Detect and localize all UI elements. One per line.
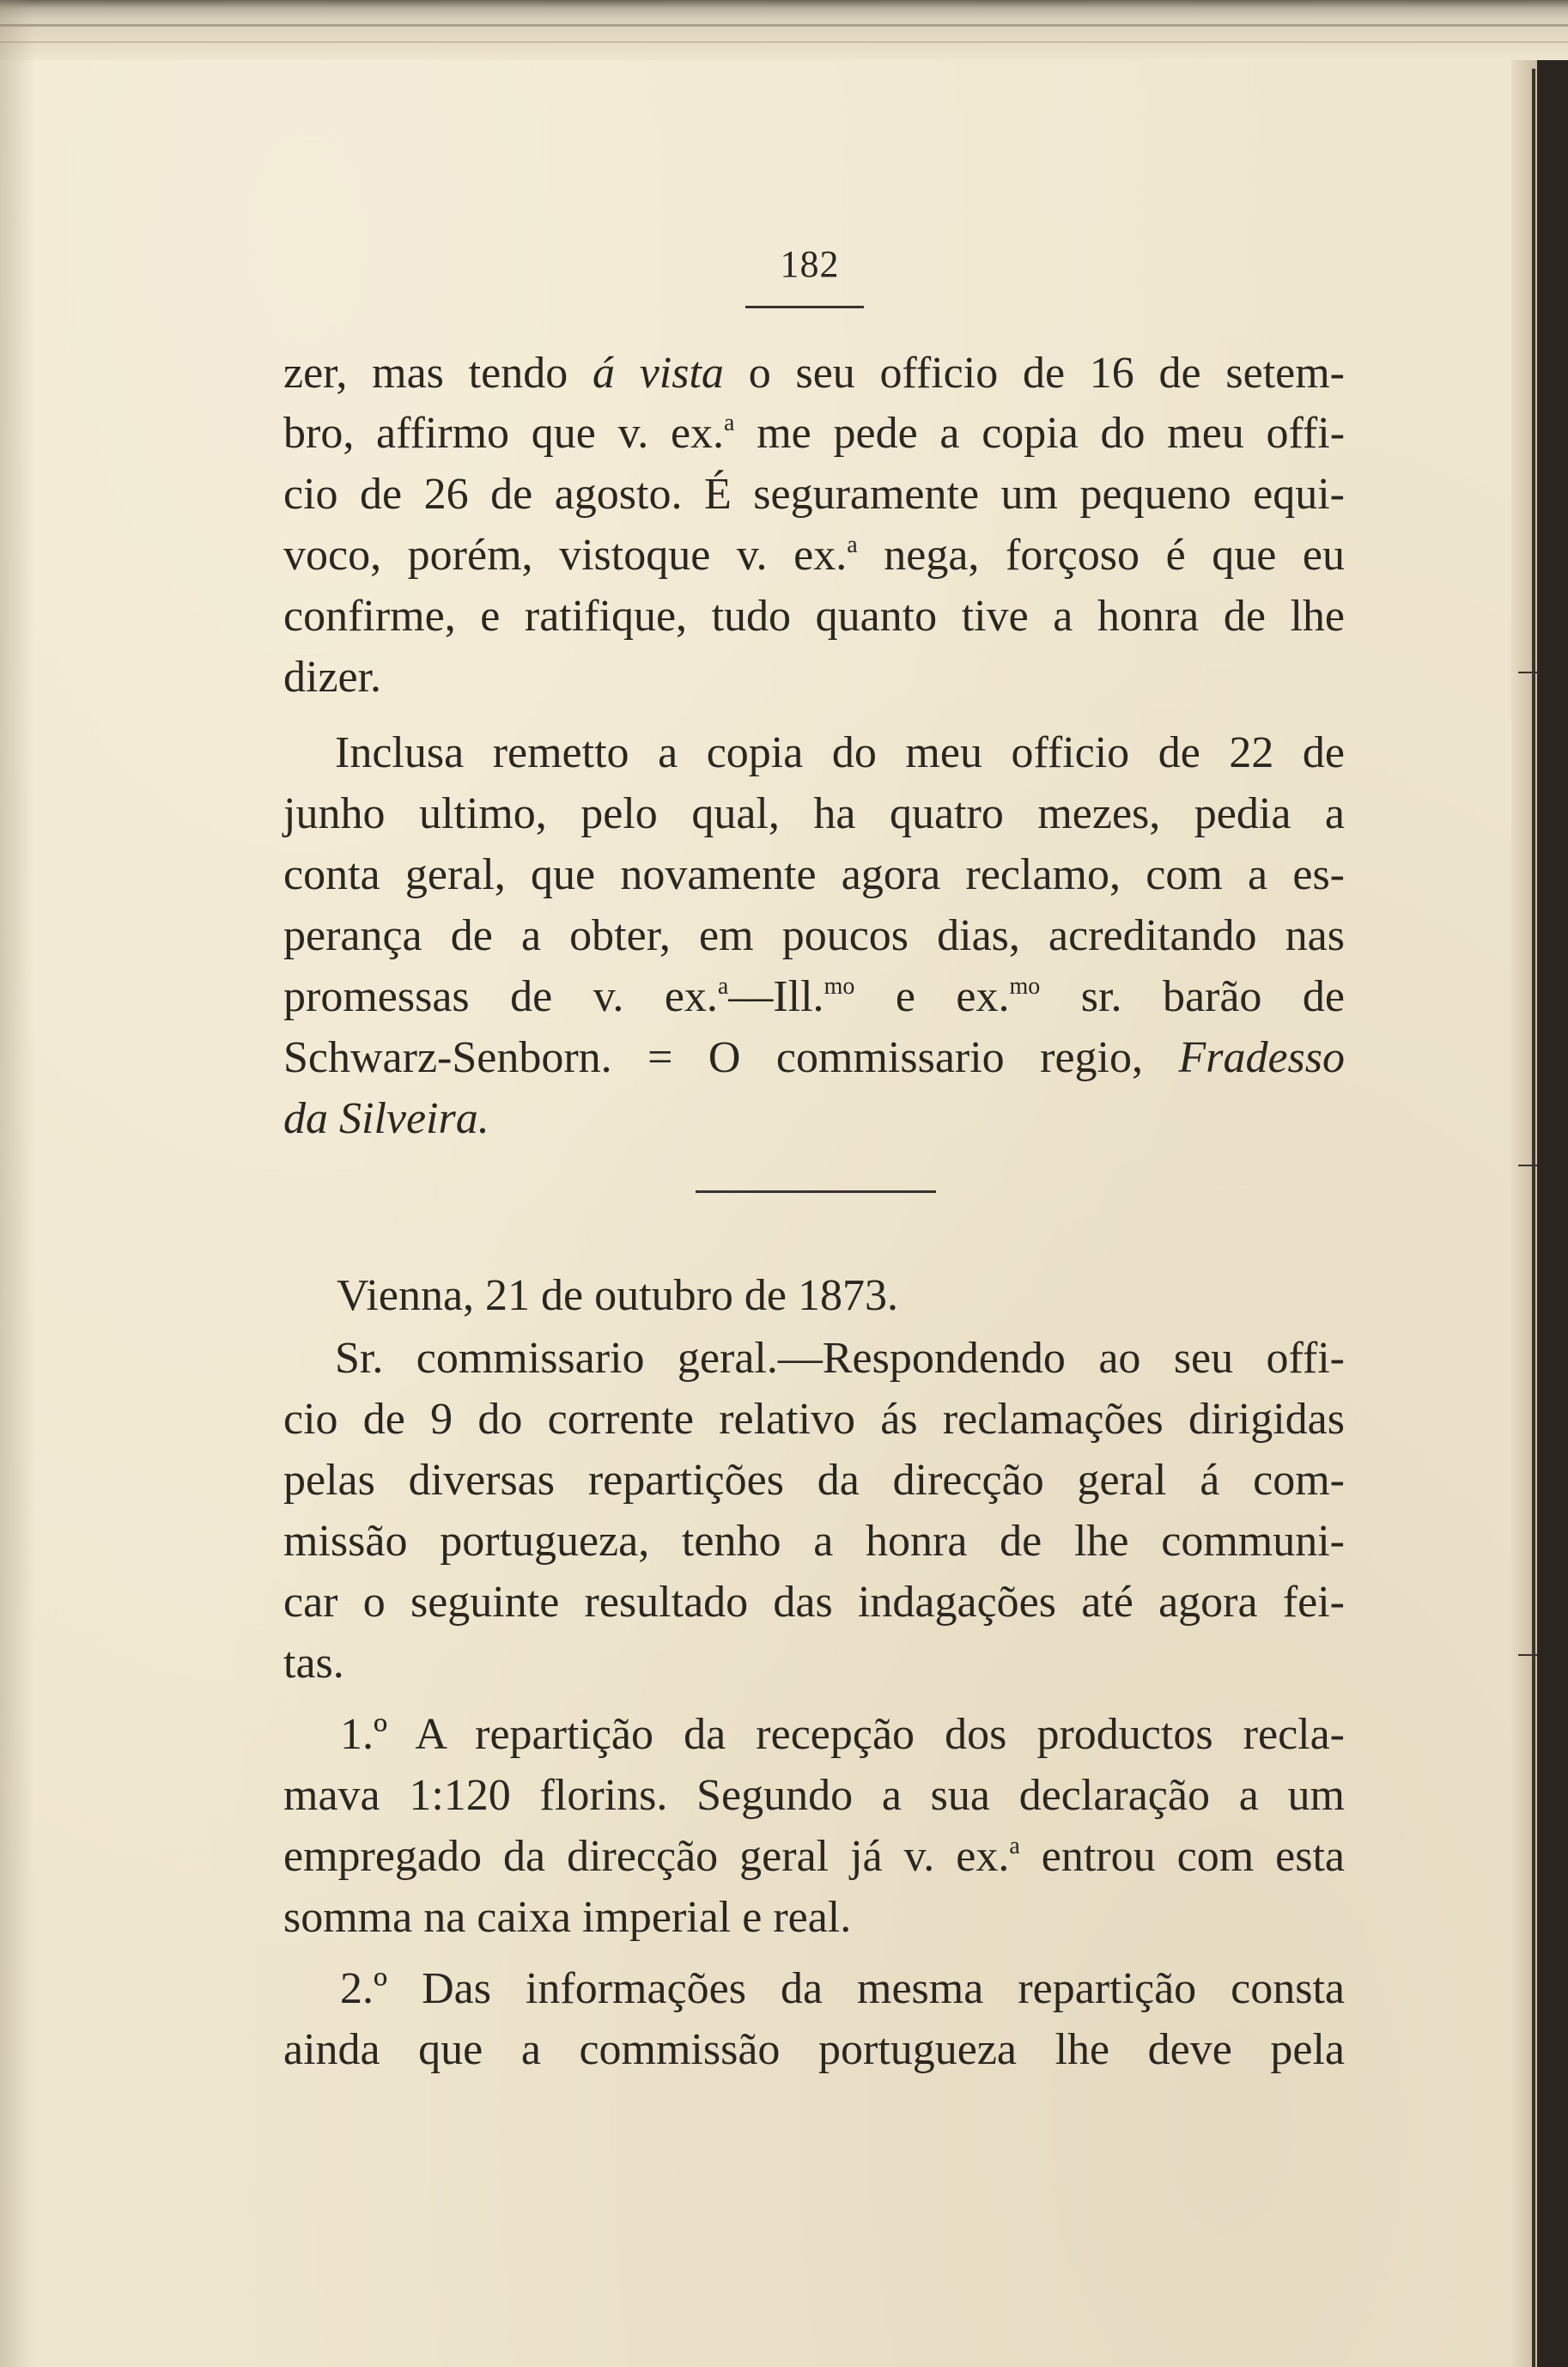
text-line: car o seguinte resultado das indagações até agora fei- — [283, 1578, 1345, 1627]
text-line: junho ultimo, pelo qual, ha quatro mezes, pedia a — [283, 789, 1345, 838]
text-line: empregado da direcção geral já v. ex.$^a$ entrou com esta — [283, 1832, 1346, 1881]
text-line: voco, porém, vistoque v. ex.$^a$ nega, forçoso é que eu — [283, 531, 1345, 580]
text-line: somma na caixa imperial e real. — [283, 1893, 852, 1942]
text-line: cio de 9 do corrente relativo ás reclamações dirigidas — [283, 1395, 1345, 1444]
text-line: missão portugueza, tenho a honra de lhe communi- — [283, 1517, 1345, 1566]
text-line: dizer. — [283, 653, 382, 702]
section-separator — [696, 1190, 936, 1193]
text-line: Inclusa remetto a copia do meu officio de 22 de — [335, 728, 1345, 777]
text-line: 2.º Das informações da mesma repartição consta — [340, 1964, 1345, 2013]
text-line: confirme, e ratifique, tudo quanto tive a honra de lhe — [283, 592, 1345, 641]
text-line: pelas diversas repartições da direcção geral á com- — [283, 1456, 1345, 1505]
page-number-rule — [745, 306, 864, 308]
text-line: mava 1:120 florins. Segundo a sua declaração a um — [283, 1771, 1345, 1820]
text-line: Sr. commissario geral.—Respondendo ao seu offi- — [335, 1334, 1345, 1383]
text-line: da Silveira. — [283, 1094, 489, 1143]
text-line: bro, affirmo que v. ex.$^a$ me pede a copia do meu offi- — [283, 409, 1346, 458]
gutter-shadow — [0, 0, 34, 2367]
text-line: conta geral, que novamente agora reclamo, com a es- — [283, 850, 1345, 899]
dateline: Vienna, 21 de outubro de 1873. — [337, 1271, 898, 1320]
text-line: ainda que a commissão portugueza lhe deve pela — [283, 2025, 1345, 2074]
text-line: 1.º A repartição da recepção dos productos recla- — [340, 1710, 1345, 1759]
fore-edge-line — [1532, 69, 1535, 2367]
text-line: zer, mas tendo á vista o seu officio de 16 de setem- — [283, 349, 1345, 398]
page-number: 182 — [780, 243, 840, 285]
page-top-edge — [0, 0, 1568, 60]
text-line: cio de 26 de agosto. É seguramente um pequeno equi- — [283, 470, 1345, 519]
text-line: promessas de v. ex.$^a$—Ill.$^{mo}$ e ex.$^{mo}$ sr. barão de — [283, 972, 1345, 1021]
text-line: Schwarz-Senborn. = O commissario regio, Fradesso — [283, 1033, 1345, 1082]
text-line: tas. — [283, 1639, 344, 1688]
text-line: perança de a obter, em poucos dias, acreditando nas — [283, 911, 1345, 960]
